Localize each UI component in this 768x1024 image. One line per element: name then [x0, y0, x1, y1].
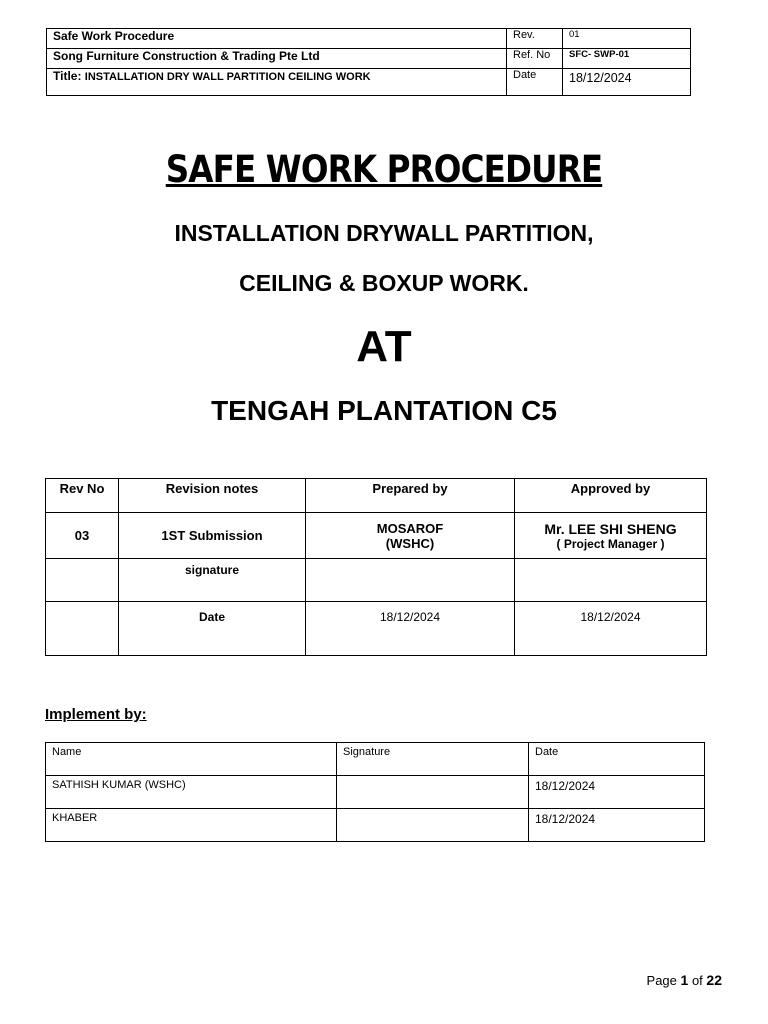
table-row [46, 809, 705, 842]
approved-date: 18/12/2024 [515, 602, 707, 656]
document-header-table [46, 28, 691, 96]
implement-date: 18/12/2024 [529, 776, 705, 809]
header-date-label: Date [507, 69, 563, 96]
header-ref-label: Ref. No [507, 49, 563, 69]
prepared-by-cell [306, 513, 515, 559]
rev-no-value: 03 [46, 513, 119, 559]
rev-header-approved: Approved by [515, 479, 707, 513]
page-word: Page [646, 973, 677, 988]
prepared-by-name: MOSAROF [376, 520, 444, 536]
approved-signature-cell [515, 559, 707, 602]
subtitle-line2: CEILING & BOXUP WORK. [239, 270, 529, 296]
signature-label: signature [119, 559, 306, 602]
header-title-cell [47, 69, 507, 96]
header-ref-value: SFC- SWP-01 [563, 49, 691, 69]
table-row [46, 776, 705, 809]
implement-heading: Implement by: [45, 706, 147, 723]
main-title: SAFE WORK PROCEDURE [165, 148, 603, 191]
approved-by-role: ( Project Manager ) [556, 536, 665, 551]
rev-header-prepared: Prepared by [306, 479, 515, 513]
implement-name: KHABER [46, 809, 337, 842]
rev-header-notes: Revision notes [119, 479, 306, 513]
header-date-value: 18/12/2024 [563, 69, 691, 96]
implement-table [45, 742, 705, 842]
header-rev-label: Rev. [507, 29, 563, 49]
implement-header-signature: Signature [337, 743, 529, 776]
implement-name: SATHISH KUMAR (WSHC) [46, 776, 337, 809]
page-total: 22 [706, 972, 722, 988]
signature-empty-cell [46, 559, 119, 602]
location-title: TENGAH PLANTATION C5 [211, 395, 557, 426]
header-rev-value: 01 [563, 29, 691, 49]
prepared-signature-cell [306, 559, 515, 602]
implement-header-date: Date [529, 743, 705, 776]
page-number [647, 972, 722, 988]
rev-header-rev-no: Rev No [46, 479, 119, 513]
revision-table [45, 478, 707, 656]
of-word: of [691, 973, 703, 988]
approved-by-name: Mr. LEE SHI SHENG [544, 520, 677, 537]
prepared-by-role: (WSHC) [385, 535, 435, 551]
header-title-label: Title: [53, 69, 82, 83]
implement-header-name: Name [46, 743, 337, 776]
date-empty-cell [46, 602, 119, 656]
implement-signature [337, 776, 529, 809]
revision-notes-value: 1ST Submission [119, 513, 306, 559]
header-title-value: INSTALLATION DRY WALL PARTITION CEILING WORK [84, 71, 371, 83]
header-doc-type: Safe Work Procedure [47, 29, 507, 49]
date-label: Date [119, 602, 306, 656]
subtitle-line1: INSTALLATION DRYWALL PARTITION, [174, 220, 594, 246]
header-company: Song Furniture Construction & Trading Pte Ltd [47, 49, 507, 69]
at-text: AT [356, 322, 412, 371]
implement-signature [337, 809, 529, 842]
implement-date: 18/12/2024 [529, 809, 705, 842]
page-current: 1 [680, 972, 689, 988]
approved-by-cell [515, 513, 707, 559]
prepared-date: 18/12/2024 [306, 602, 515, 656]
